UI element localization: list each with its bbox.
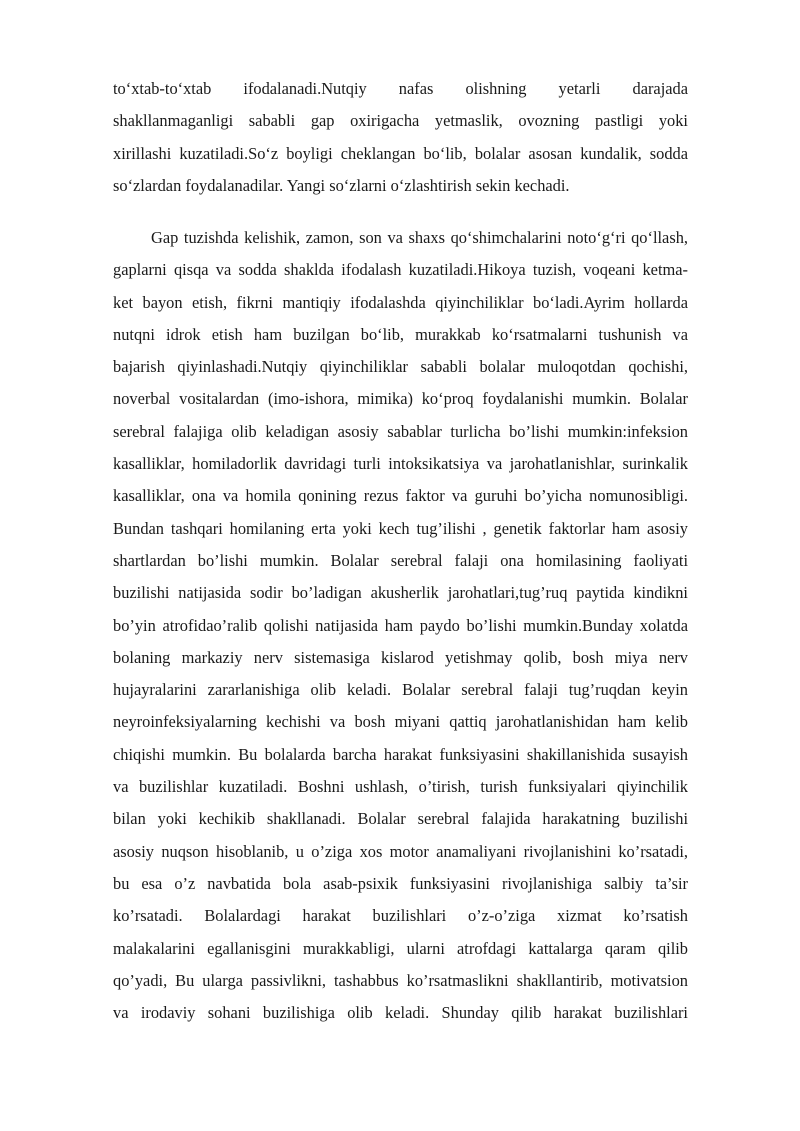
text-line: qo’yadi, Bu ularga passivlikni, tashabbus ko’rsatmaslikni shakllantirib, motivatsion <box>113 970 688 990</box>
text-line: xirillashi kuzatiladi.So‘z boyligi cheklangan bo‘lib, bolalar asosan kundalik, sodda <box>113 143 688 163</box>
text-line: ket bayon etish, fikrni mantiqiy ifodalashda qiyinchiliklar bo‘ladi.Ayrim hollarda <box>113 292 688 312</box>
text-line: neyroinfeksiyalarning kechishi va bosh miyani qattiq jarohatlanishidan ham kelib <box>113 712 688 732</box>
paragraph-1 <box>113 73 688 202</box>
text-line: noverbal vositalardan (imo-ishora, mimika) ko‘proq foydalanishi mumkin. Bolalar <box>113 389 688 409</box>
text-line: gaplarni qisqa va sodda shaklda ifodalash kuzatiladi.Hikoya tuzish, voqeani ketma- <box>113 260 688 280</box>
text-line: bilan yoki kechikib shakllanadi. Bolalar serebral falajida harakatning buzilishi <box>113 809 688 829</box>
text-line: kasalliklar, ona va homila qonining rezus faktor va guruhi bo’yicha nomunosibligi. <box>113 486 688 506</box>
text-line: chiqishi mumkin. Bu bolalarda barcha harakat funksiyasini shakillanishida susayish <box>113 744 688 764</box>
text-line: buzilishi natijasida sodir bo’ladigan akusherlik jarohatlari,tug’ruq paytida kindikni <box>113 583 688 603</box>
text-line: shakllanmaganligi sababli gap oxirigacha yetmaslik, ovozning pastligi yoki <box>113 111 688 131</box>
paragraph-2 <box>113 222 688 1029</box>
text-line: va irodaviy sohani buzilishiga olib keladi. Shunday qilib harakat buzilishlari <box>113 1003 688 1023</box>
text-line: Bundan tashqari homilaning erta yoki kech tug’ilishi , genetik faktorlar ham asosiy <box>113 518 688 538</box>
text-line: bu esa o’z navbatida bola asab-psixik funksiyasini rivojlanishiga salbiy ta’sir <box>113 873 688 893</box>
text-line: ko’rsatadi. Bolalardagi harakat buzilishlari o’z-o’ziga xizmat ko’rsatish <box>113 906 688 926</box>
text-line: Gap tuzishda kelishik, zamon, son va shaxs qo‘shimchalarini noto‘g‘ri qo‘llash, <box>151 228 688 247</box>
text-line: serebral falajiga olib keladigan asosiy sabablar turlicha bo’lishi mumkin:infeksion <box>113 421 688 441</box>
text-line: va buzilishlar kuzatiladi. Boshni ushlash, o’tirish, turish funksiyalari qiyinchilik <box>113 777 688 797</box>
text-line: hujayralarini zararlanishiga olib keladi. Bolalar serebral falaji tug’ruqdan keyin <box>113 680 688 700</box>
text-line: nutqni idrok etish ham buzilgan bo‘lib, murakkab ko‘rsatmalarni tushunish va <box>113 324 688 344</box>
text-line: bo’yin atrofidao’ralib qolishi natijasida ham paydo bo’lishi mumkin.Bunday xolatda <box>113 615 688 635</box>
text-line: shartlardan bo’lishi mumkin. Bolalar serebral falaji ona homilasining faoliyati <box>113 550 688 570</box>
text-line: so‘zlardan foydalanadilar. Yangi so‘zlarni o‘zlashtirish sekin kechadi. <box>113 175 570 195</box>
text-line: malakalarini egallanisgini murakkabligi, ularni atrofdagi kattalarga qaram qilib <box>113 938 688 958</box>
text-line: kasalliklar, homiladorlik davridagi turli intoksikatsiya va jarohatlanishlar, surinkalik <box>113 454 688 474</box>
text-line: bolaning markaziy nerv sistemasiga kislarod yetishmay qolib, bosh miya nerv <box>113 647 688 667</box>
text-line: to‘xtab-to‘xtab ifodalanadi.Nutqiy nafas olishning yetarli darajada <box>113 79 688 98</box>
text-line: asosiy nuqson hisoblanib, u o’ziga xos motor anamaliyani rivojlanishini ko’rsatadi, <box>113 841 688 861</box>
text-line: bajarish qiyinlashadi.Nutqiy qiyinchiliklar sababli bolalar muloqotdan qochishi, <box>113 357 688 377</box>
